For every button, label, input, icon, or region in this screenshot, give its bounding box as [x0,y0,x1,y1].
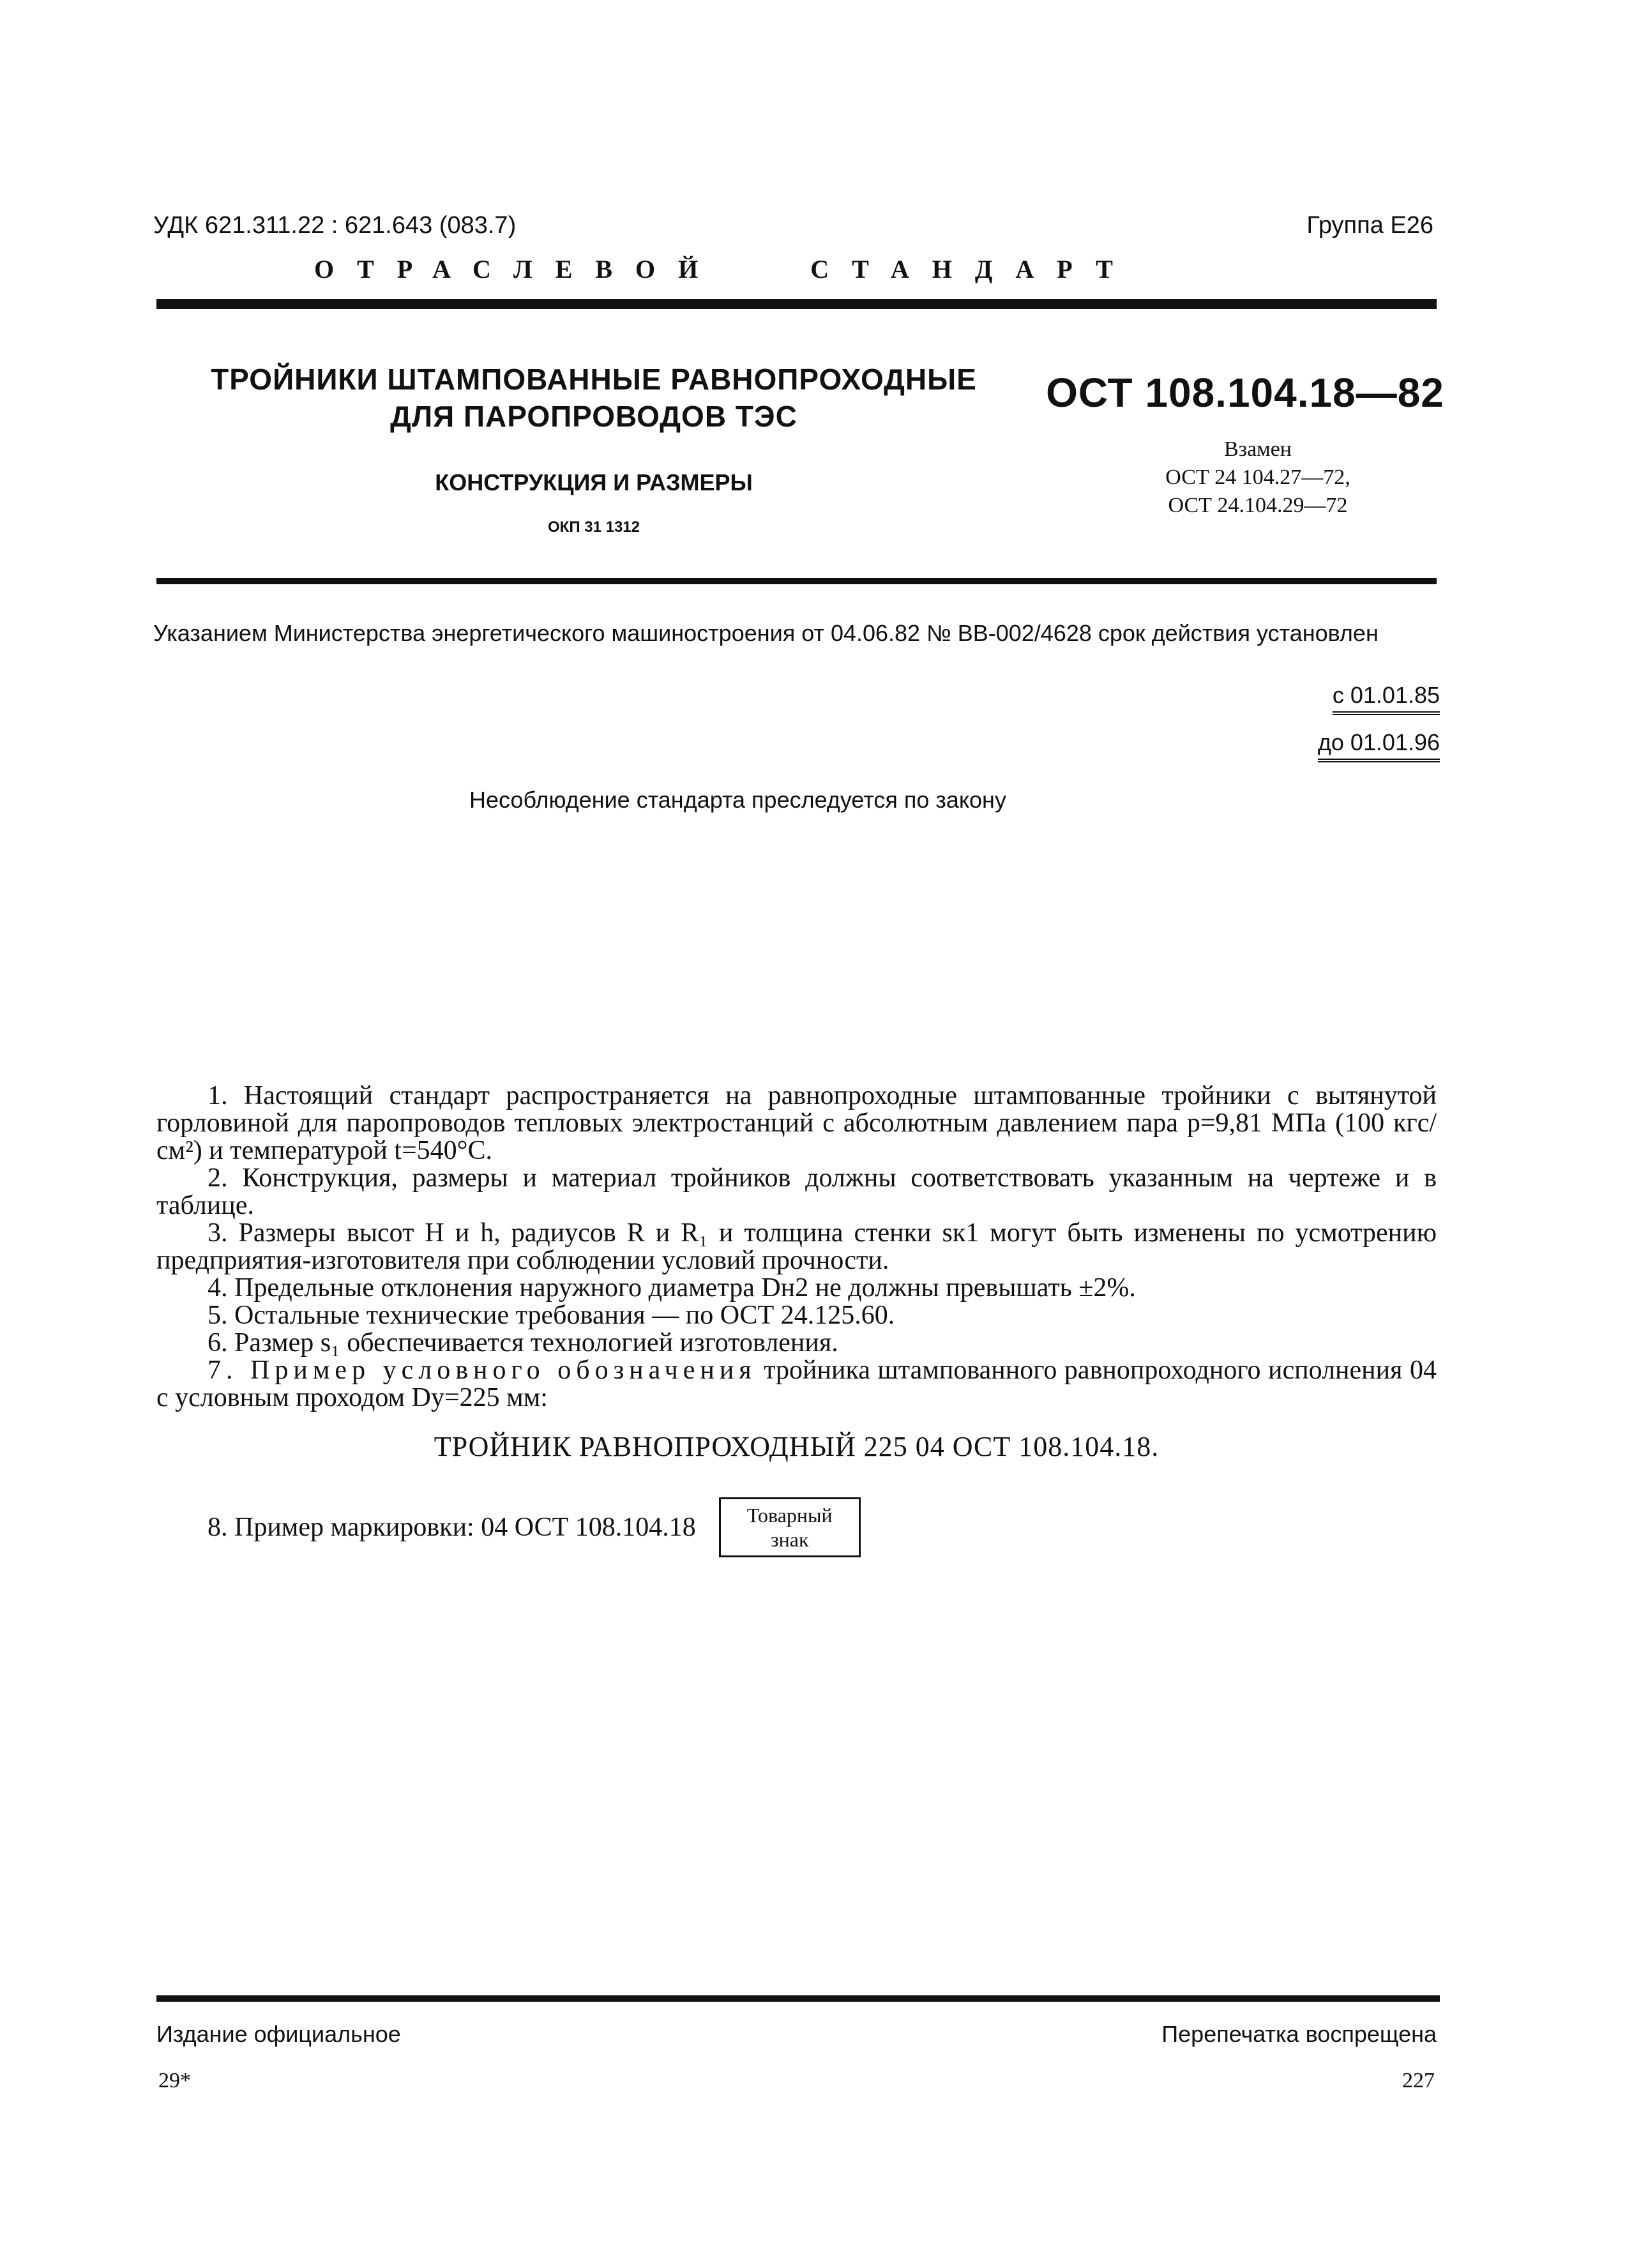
okp-code: ОКП 31 1312 [548,518,640,536]
clause-5: 5. Остальные технические требования — по ОСТ 24.125.60. [208,1301,895,1330]
marking-example-row [208,1497,861,1557]
header-bottom-rule [156,578,1437,584]
official-edition-label: Издание официальное [156,2021,401,2047]
title-line-2: ДЛЯ ПАРОПРОВОДОВ ТЭС [390,400,797,433]
designation-example: ТРОЙНИК РАВНОПРОХОДНЫЙ 225 04 ОСТ 108.104.18. [434,1431,1160,1462]
clause-7 [156,1357,1437,1412]
page-number: 227 [1402,2069,1435,2092]
valid-to: до 01.01.96 [1318,729,1440,762]
replaces-block [1060,435,1456,520]
standard-designation: ОСТ 108.104.18—82 [1046,370,1444,416]
title-line-1: ТРОЙНИКИ ШТАМПОВАННЫЕ РАВНОПРОХОДНЫЕ [211,363,977,396]
top-rule [156,299,1437,309]
replaces-standard-2: ОСТ 24.104.29—72 [1168,494,1348,517]
trademark-line-2: знак [770,1528,809,1551]
document-subtitle: КОНСТРУКЦИЯ И РАЗМЕРЫ [435,469,753,495]
clause-2: 2. Конструкция, размеры и материал тройников должны соответствовать указанным на чертеже и в таблице. [156,1163,1437,1220]
clause-4: 4. Предельные отклонения наружного диаметра Dн2 не должны превышать ±2%. [208,1273,1136,1303]
document-title [185,361,1002,435]
validity-directive: Указанием Министерства энергетического машиностроения от 04.06.82 № ВВ-002/4628 срок действия установлен [153,620,1379,646]
replaces-standard-1: ОСТ 24 104.27—72, [1165,465,1350,489]
clause-7-lead: 7. Пример условного обозначения [208,1356,757,1385]
branch-standard-heading [314,254,1136,284]
sheet-mark: 29* [158,2069,191,2092]
trademark-box [719,1497,861,1557]
udk-code: УДК 621.311.22 : 621.643 (083.7) [153,212,517,239]
valid-from: с 01.01.85 [1333,682,1440,715]
reprint-prohibited-label: Перепечатка воспрещена [1161,2021,1437,2047]
trademark-line-1: Товарный [746,1504,833,1527]
requirements-list [156,1082,1437,1412]
branch-word-2: СТАНДАРТ [810,255,1136,284]
footer-rule [156,1995,1440,2002]
group-code: Группа Е26 [1306,212,1433,239]
enforcement-note: Несоблюдение стандарта преследуется по закону [469,787,1006,813]
clause-6: 6. Размер s₁ обеспечивается технологией изготовления. [208,1328,838,1357]
clause-1: 1. Настоящий стандарт распространяется на равнопроходные штампованные тройники с вытянутой горловиной для паропроводов тепловых электростанций с абсолютным давлением пара p=9,81 МПа (100 кгс/см²) и температурой t=540°С. [156,1081,1437,1165]
replaces-label: Взамен [1223,437,1292,461]
branch-word-1: ОТРАСЛЕВОЙ [314,255,722,284]
clause-8: 8. Пример маркировки: 04 ОСТ 108.104.18 [208,1513,696,1542]
clause-7-rest: тройника штампованного равнопроходного исполнения 04 с условным проходом Dу=225 мм: [156,1356,1437,1412]
validity-dates [1318,682,1440,776]
clause-3: 3. Размеры высот H и h, радиусов R и R₁ и толщина стенки sк1 могут быть изменены по усмотрению предприятия-изготовителя при соблюдении условий прочности. [156,1218,1437,1275]
